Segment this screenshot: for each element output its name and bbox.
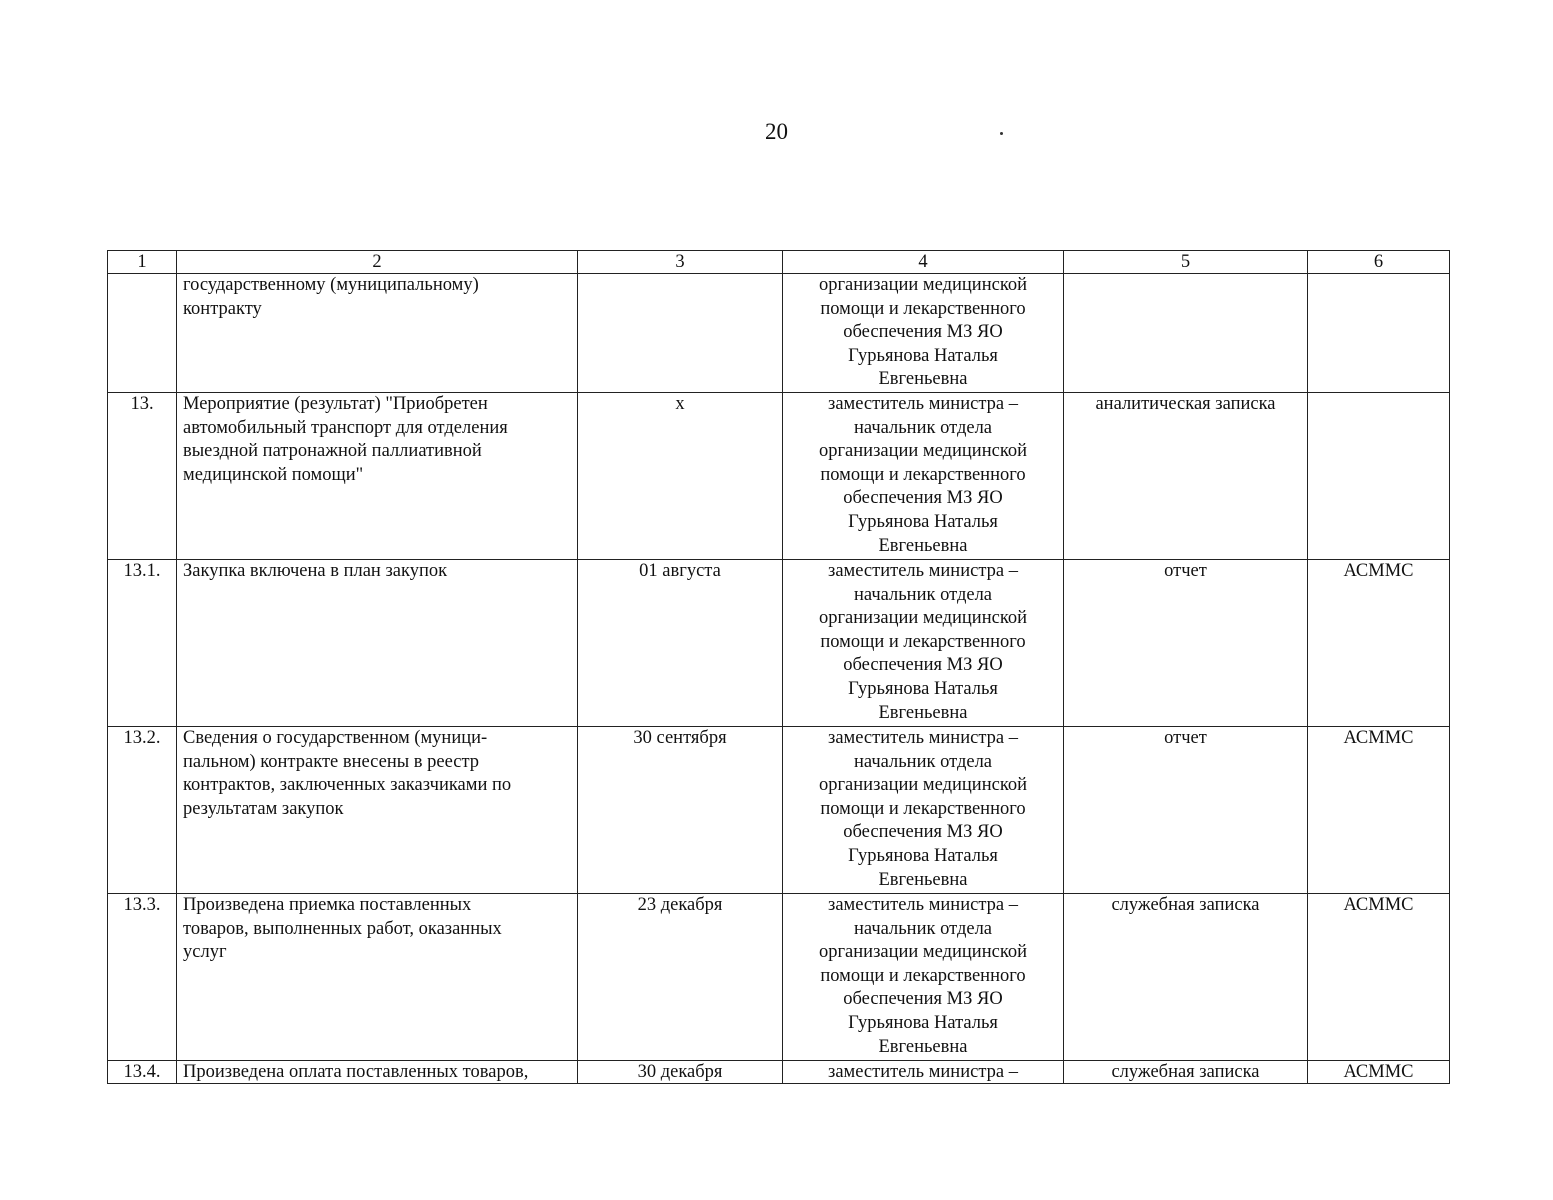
responsible-cell: заместитель министра – начальник отдела организации медицинской помощи и лекарственного обеспечения МЗ ЯО Гурьянова Наталья Евгеньевна xyxy=(783,894,1064,1061)
system-cell: АСММС xyxy=(1308,727,1450,894)
system-cell xyxy=(1308,274,1450,393)
table-row xyxy=(108,274,1450,393)
date-cell: 01 августа xyxy=(578,560,783,727)
scan-artifact-dot xyxy=(1000,132,1003,135)
responsible-cell: заместитель министра – начальник отдела организации медицинской помощи и лекарственного обеспечения МЗ ЯО Гурьянова Наталья Евгеньевна xyxy=(783,727,1064,894)
row-number-cell: 13. xyxy=(108,393,177,560)
document-cell xyxy=(1064,274,1308,393)
date-cell: 30 сентября xyxy=(578,727,783,894)
page-number: 20 xyxy=(765,119,788,144)
responsible-cell: заместитель министра – xyxy=(783,1061,1064,1084)
system-cell: АСММС xyxy=(1308,1061,1450,1084)
column-header: 5 xyxy=(1064,251,1308,274)
event-cell: Произведена приемка поставленных товаров, выполненных работ, оказанных услуг xyxy=(177,894,578,1061)
event-cell: Закупка включена в план закупок xyxy=(177,560,578,727)
date-cell: 30 декабря xyxy=(578,1061,783,1084)
system-cell xyxy=(1308,393,1450,560)
table-row xyxy=(108,560,1450,727)
date-cell: х xyxy=(578,393,783,560)
table-row xyxy=(108,1061,1450,1084)
row-number-cell: 13.1. xyxy=(108,560,177,727)
row-number-cell: 13.2. xyxy=(108,727,177,894)
row-number-cell: 13.3. xyxy=(108,894,177,1061)
column-header: 6 xyxy=(1308,251,1450,274)
table-row xyxy=(108,727,1450,894)
document-cell: служебная записка xyxy=(1064,894,1308,1061)
responsible-cell: заместитель министра – начальник отдела организации медицинской помощи и лекарственного обеспечения МЗ ЯО Гурьянова Наталья Евгеньевна xyxy=(783,560,1064,727)
plan-table xyxy=(107,250,1450,1084)
document-cell: служебная записка xyxy=(1064,1061,1308,1084)
event-cell: Мероприятие (результат) "Приобретен автомобильный транспорт для отделения выездной патронажной паллиативной медицинской помощи" xyxy=(177,393,578,560)
column-header: 2 xyxy=(177,251,578,274)
row-number-cell: 13.4. xyxy=(108,1061,177,1084)
table-row xyxy=(108,393,1450,560)
row-number-cell xyxy=(108,274,177,393)
date-cell: 23 декабря xyxy=(578,894,783,1061)
column-header: 3 xyxy=(578,251,783,274)
table-row xyxy=(108,894,1450,1061)
column-header: 1 xyxy=(108,251,177,274)
document-cell: аналитическая записка xyxy=(1064,393,1308,560)
event-cell: государственному (муниципальному) контракту xyxy=(177,274,578,393)
document-cell: отчет xyxy=(1064,560,1308,727)
column-header: 4 xyxy=(783,251,1064,274)
system-cell: АСММС xyxy=(1308,894,1450,1061)
table-header-row xyxy=(108,251,1450,274)
responsible-cell: организации медицинской помощи и лекарственного обеспечения МЗ ЯО Гурьянова Наталья Евгеньевна xyxy=(783,274,1064,393)
date-cell xyxy=(578,274,783,393)
responsible-cell: заместитель министра – начальник отдела организации медицинской помощи и лекарственного обеспечения МЗ ЯО Гурьянова Наталья Евгеньевна xyxy=(783,393,1064,560)
event-cell: Сведения о государственном (муници- пальном) контракте внесены в реестр контрактов, заключенных заказчиками по результатам закупок xyxy=(177,727,578,894)
document-cell: отчет xyxy=(1064,727,1308,894)
event-cell: Произведена оплата поставленных товаров, xyxy=(177,1061,578,1084)
system-cell: АСММС xyxy=(1308,560,1450,727)
